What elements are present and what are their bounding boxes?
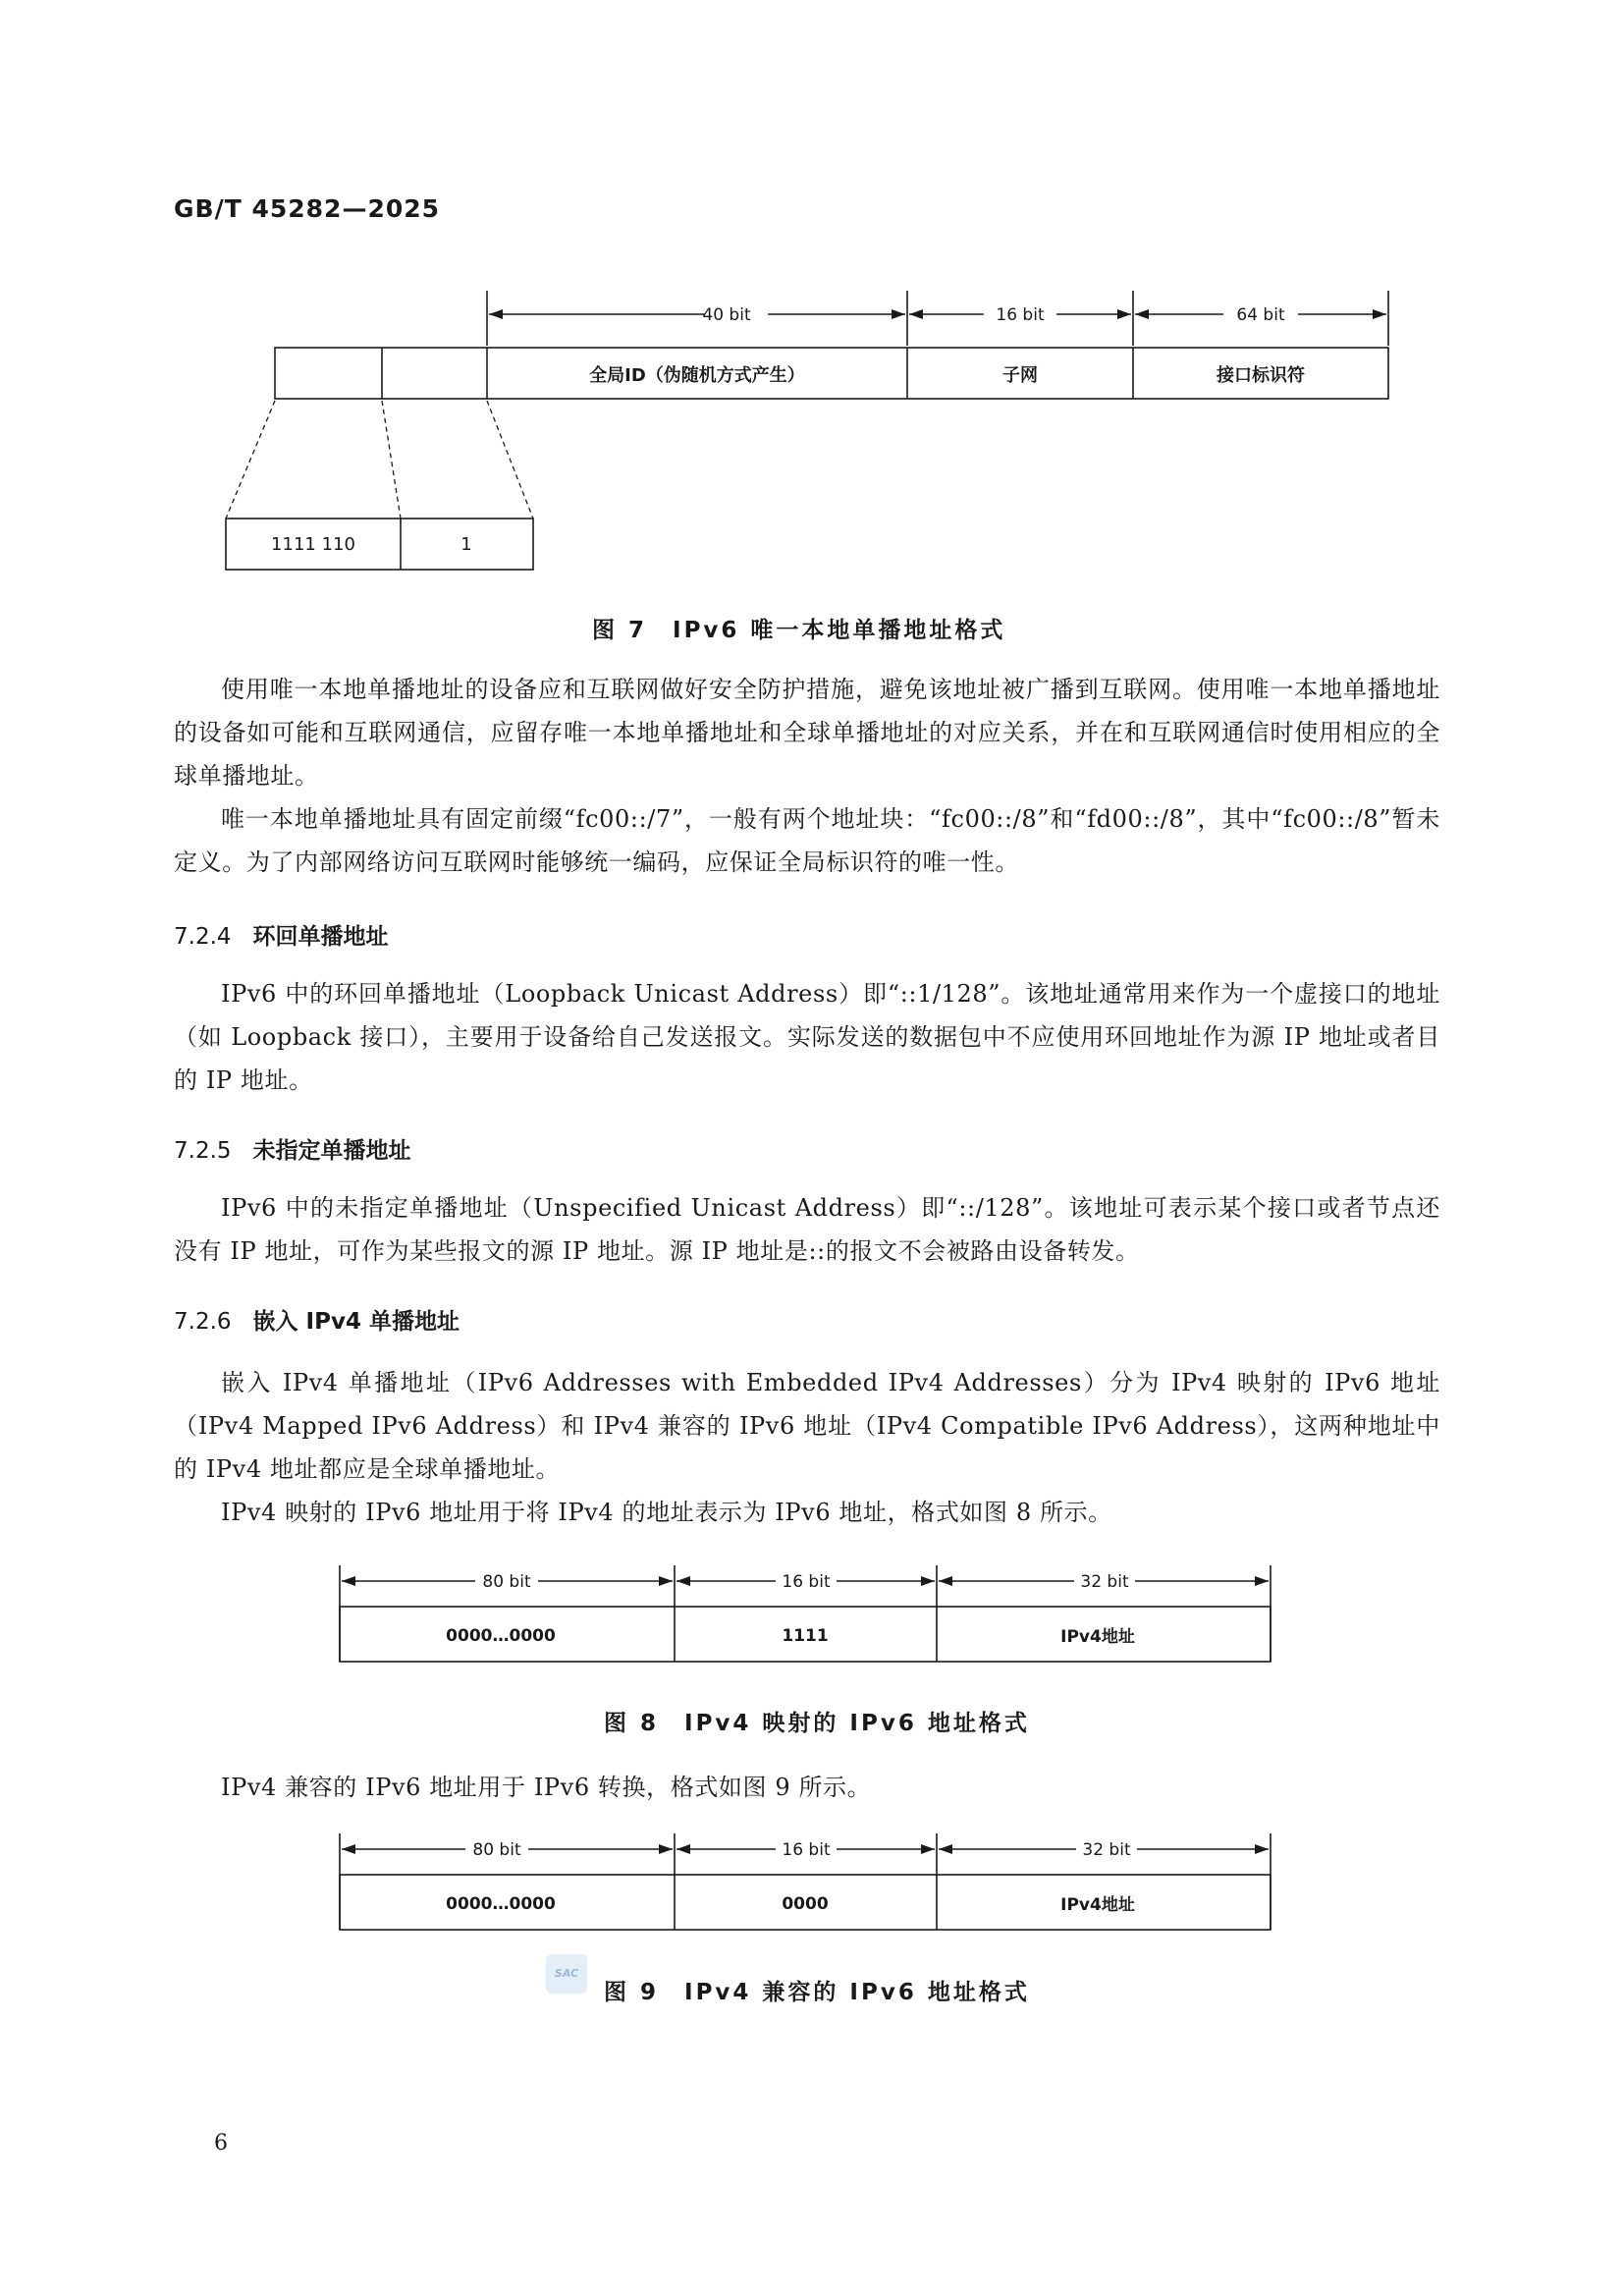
- fig9-field-zero16: 0000: [782, 1894, 829, 1914]
- fig9-field-ipv4: IPv4地址: [1060, 1895, 1135, 1915]
- paragraph: 唯一本地单播地址具有固定前缀“fc00::/7”，一般有两个地址块：“fc00::/8”和“fd00::/8”，其中“fc00::/8”暂未定义。为了内部网络访问互联网时能够统一编码，应保证全局标识符的唯一性。: [174, 805, 1440, 876]
- figure-8-diagram: [0, 1552, 1623, 1669]
- figure-7-caption: 图 7 IPv6 唯一本地单播地址格式: [592, 618, 1006, 643]
- watermark-logo: SAC: [546, 1954, 587, 1994]
- fig7-field-subnet: 子网: [1002, 365, 1038, 386]
- fig9-field-zeros: 0000…0000: [446, 1894, 556, 1914]
- compatible-intro-paragraph: [174, 1766, 1440, 1809]
- fig8-field-zeros: 0000…0000: [446, 1626, 556, 1646]
- figure-7-diagram: [0, 0, 1623, 589]
- section-7-2-4-body: [174, 972, 1440, 1102]
- fig8-field-ones: 1111: [782, 1626, 829, 1646]
- fig8-field-ipv4: IPv4地址: [1060, 1627, 1135, 1647]
- fig7-bit-label-subnet: 16 bit: [996, 305, 1045, 325]
- fig8-bit-label-ipv4: 32 bit: [1080, 1572, 1129, 1592]
- section-heading-7-2-4: [174, 918, 389, 951]
- figure-8-caption: 图 8 IPv4 映射的 IPv6 地址格式: [604, 1711, 1030, 1736]
- unique-local-paragraphs: [174, 668, 1440, 884]
- fig7-field-interface-id: 接口标识符: [1217, 365, 1305, 386]
- section-heading-7-2-5: [174, 1132, 411, 1165]
- section-heading-7-2-6: [174, 1303, 460, 1336]
- section-number: 7.2.5: [174, 1138, 232, 1164]
- standard-code-header: GB/T 45282—2025: [174, 194, 441, 223]
- paragraph: IPv4 映射的 IPv6 地址用于将 IPv4 的地址表示为 IPv6 地址，格式如图 8 所示。: [221, 1499, 1112, 1526]
- section-title: 未指定单播地址: [252, 1138, 411, 1164]
- section-7-2-5-body: [174, 1186, 1440, 1273]
- paragraph: IPv6 中的未指定单播地址（Unspecified Unicast Address）即“::/128”。该地址可表示某个接口或者节点还没有 IP 地址，可作为某些报文的源 IP 地址。源 IP 地址是::的报文不会被路由设备转发。: [174, 1194, 1440, 1265]
- fig8-bit-label-ffff: 16 bit: [782, 1572, 831, 1592]
- figure-9-diagram: [0, 1822, 1623, 1940]
- section-title: 嵌入 IPv4 单播地址: [252, 1309, 460, 1335]
- section-title: 环回单播地址: [252, 924, 389, 950]
- fig9-bit-label-zero16: 16 bit: [782, 1840, 831, 1860]
- paragraph: 使用唯一本地单播地址的设备应和互联网做好安全防护措施，避免该地址被广播到互联网。使用唯一本地单播地址的设备如可能和互联网通信，应留存唯一本地单播地址和全球单播地址的对应关系，并在和互联网通信时使用相应的全球单播地址。: [174, 676, 1440, 790]
- fig7-field-global-id: 全局ID（伪随机方式产生）: [589, 365, 805, 386]
- section-number: 7.2.4: [174, 924, 232, 950]
- fig7-bit-label-global-id: 40 bit: [702, 305, 751, 325]
- paragraph: IPv4 兼容的 IPv6 地址用于 IPv6 转换，格式如图 9 所示。: [221, 1774, 872, 1801]
- section-number: 7.2.6: [174, 1309, 232, 1335]
- fig7-prefix-field-1: 1111 110: [271, 534, 355, 555]
- fig8-bit-label-prefix: 80 bit: [482, 1572, 531, 1592]
- paragraph: 嵌入 IPv4 单播地址（IPv6 Addresses with Embedded IPv4 Addresses）分为 IPv4 映射的 IPv6 地址（IPv4 Mapped IPv6 Address）和 IPv4 兼容的 IPv6 地址（IPv4 Compatible IPv6 Address），这两种地址中的 IPv4 地址都应是全球单播地址。: [174, 1369, 1440, 1483]
- fig9-bit-label-prefix: 80 bit: [472, 1840, 521, 1860]
- page-number: 6: [214, 2131, 228, 2156]
- section-7-2-6-body: [174, 1361, 1440, 1534]
- fig7-bit-label-interface-id: 64 bit: [1236, 305, 1285, 325]
- fig9-bit-label-ipv4: 32 bit: [1082, 1840, 1131, 1860]
- fig7-prefix-field-2: 1: [460, 534, 472, 555]
- figure-9-caption: 图 9 IPv4 兼容的 IPv6 地址格式: [604, 1980, 1030, 2005]
- paragraph: IPv6 中的环回单播地址（Loopback Unicast Address）即“::1/128”。该地址通常用来作为一个虚接口的地址（如 Loopback 接口），主要用于设备给自己发送报文。实际发送的数据包中不应使用环回地址作为源 IP 地址或者目的 IP 地址。: [174, 980, 1440, 1094]
